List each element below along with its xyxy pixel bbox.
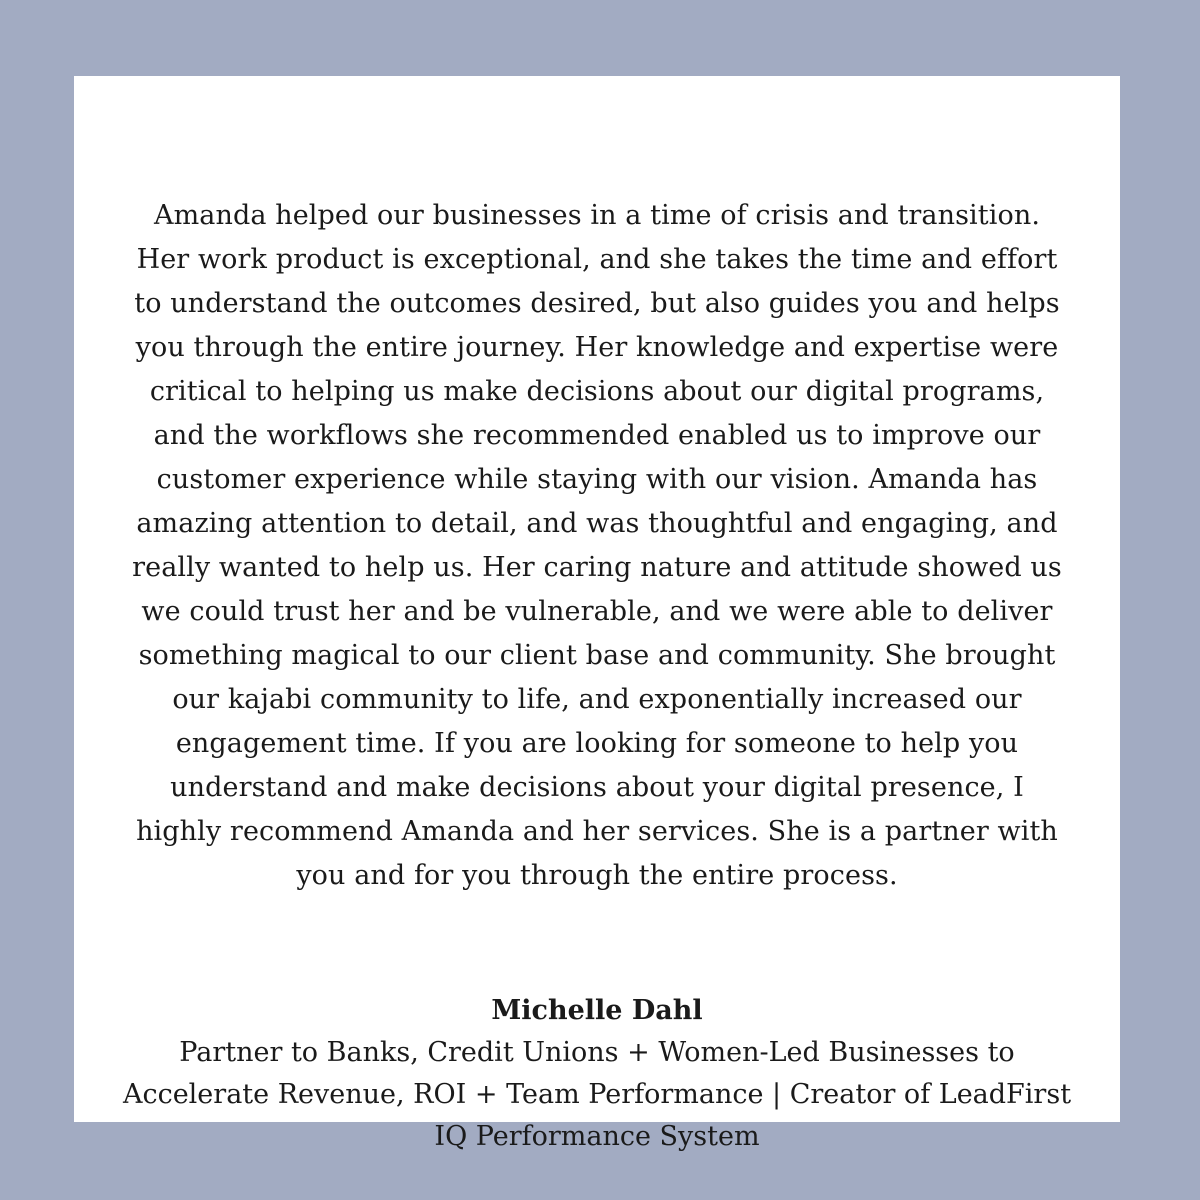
quote-line: amazing attention to detail, and was thoughtful and engaging, and	[136, 508, 1058, 539]
quote-line: Her work product is exceptional, and she takes the time and effort	[136, 244, 1058, 275]
author-title	[104, 1032, 1090, 1158]
author-name: Michelle Dahl	[491, 995, 703, 1026]
quote-line: highly recommend Amanda and her services. She is a partner with	[136, 816, 1058, 847]
quote-line: really wanted to help us. Her caring nature and attitude showed us	[132, 552, 1062, 583]
quote-line: engagement time. If you are looking for someone to help you	[175, 728, 1019, 759]
author-title-line: Accelerate Revenue, ROI + Team Performance | Creator of LeadFirst	[122, 1079, 1072, 1110]
quote-line: something magical to our client base and community. She brought	[138, 640, 1056, 671]
quote-line: customer experience while staying with our vision. Amanda has	[156, 464, 1038, 495]
quote-line: we could trust her and be vulnerable, and we were able to deliver	[141, 596, 1053, 627]
quote-line: to understand the outcomes desired, but also guides you and helps	[134, 288, 1060, 319]
quote-line: understand and make decisions about your digital presence, I	[170, 772, 1024, 803]
quote-line: and the workflows she recommended enabled us to improve our	[153, 420, 1041, 451]
quote-line: our kajabi community to life, and exponentially increased our	[172, 684, 1022, 715]
author-title-line: Partner to Banks, Credit Unions + Women-Led Businesses to	[179, 1037, 1015, 1068]
quote-line: you and for you through the entire process.	[296, 860, 898, 891]
testimonial-attribution	[104, 990, 1090, 1158]
quote-line: Amanda helped our businesses in a time of crisis and transition.	[153, 200, 1041, 231]
quote-line: critical to helping us make decisions about our digital programs,	[149, 376, 1045, 407]
testimonial-quote	[114, 194, 1080, 898]
author-title-line: IQ Performance System	[434, 1121, 760, 1152]
quote-line: you through the entire journey. Her knowledge and expertise were	[135, 332, 1059, 363]
testimonial-card	[74, 76, 1120, 1152]
